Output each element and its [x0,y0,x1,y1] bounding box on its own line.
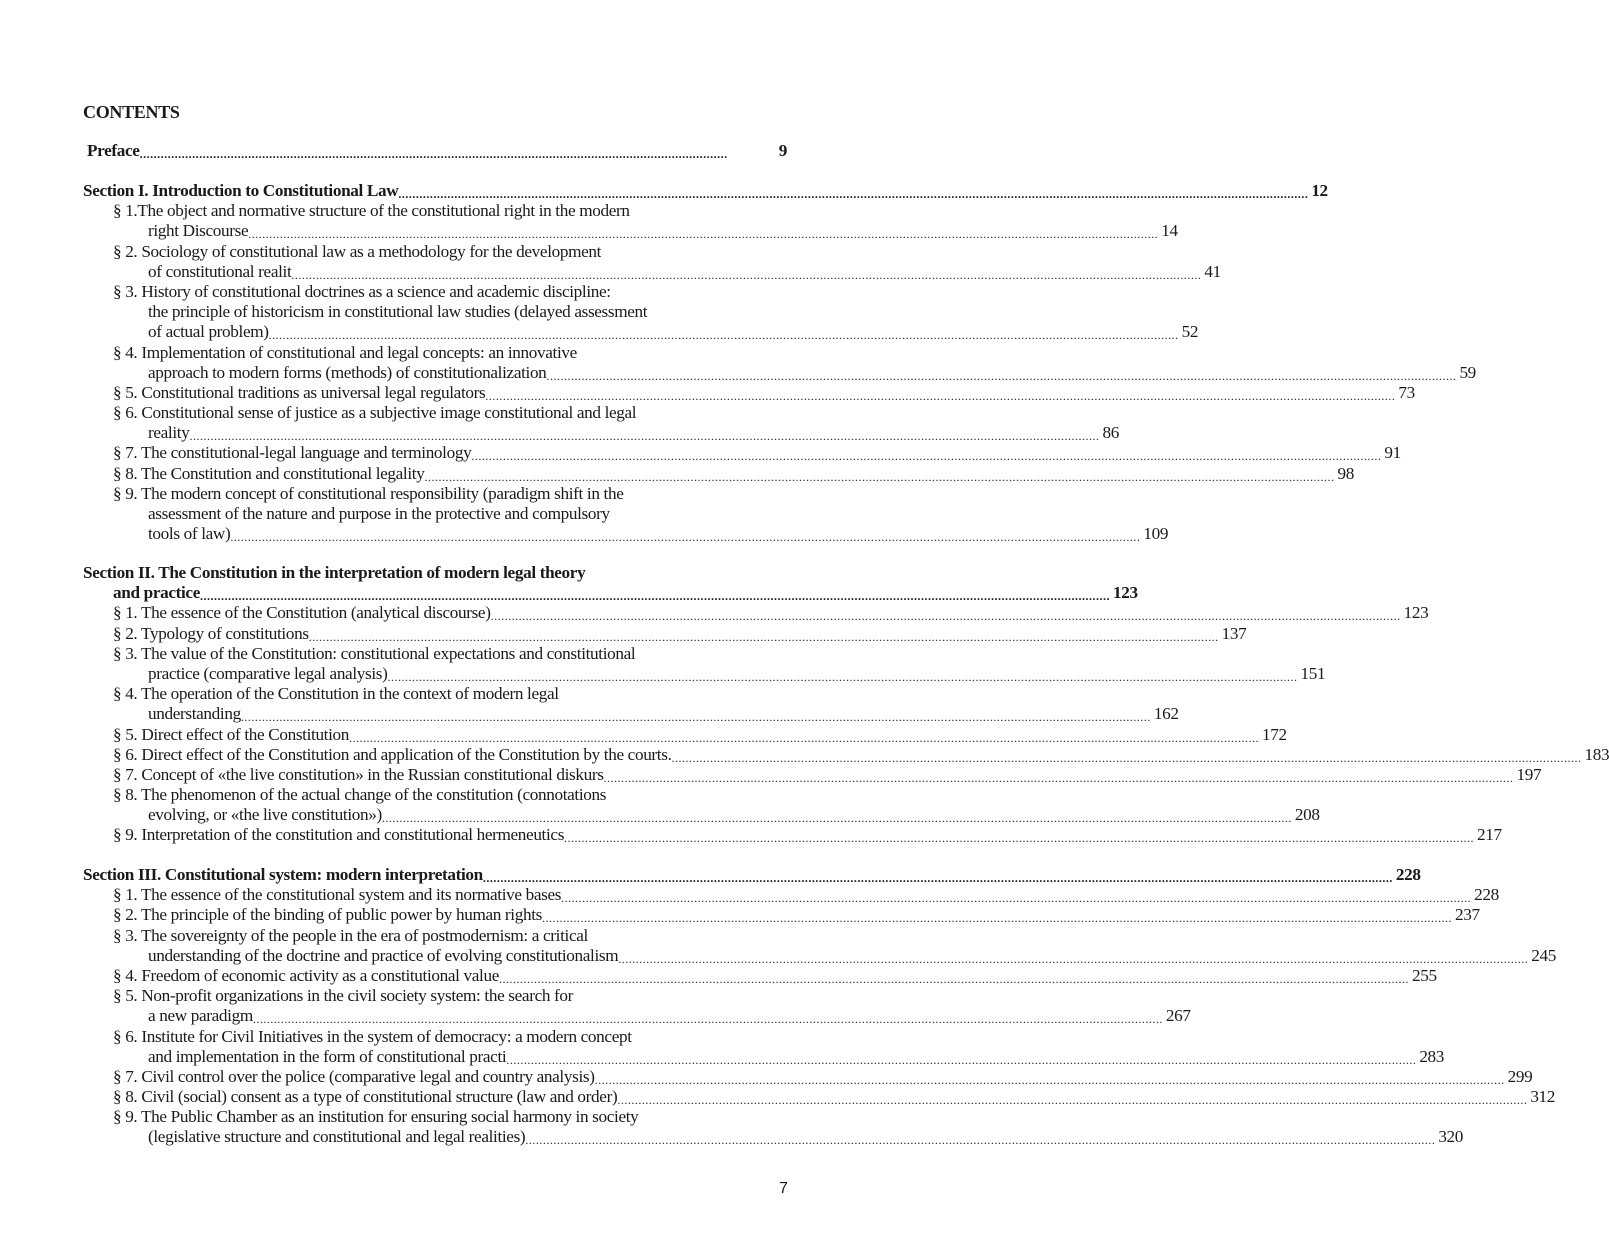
entry-page: 86 [1102,423,1119,443]
entry-title-line: right Discourse [148,221,249,241]
toc-item[interactable] [83,623,1247,644]
entry-page: 228 [1474,885,1499,905]
toc-item[interactable] [83,201,1178,242]
toc-item[interactable] [83,443,1401,464]
entry-title-line: § 7. The constitutional-legal language and terminology [113,443,472,463]
entry-page: 320 [1438,1127,1464,1147]
entry-leader-row [83,1046,1445,1067]
entry-leader-row [83,362,1476,383]
entry-title-line: § 2. Typology of constitutions [113,623,309,643]
toc-item[interactable] [83,483,1169,545]
entry-leader-row [83,905,1480,926]
entry-title-line: § 5. Constitutional traditions as universal legal regulators [113,382,486,402]
entry-title-line: and implementation in the form of constitutional practi [148,1046,507,1066]
toc-item[interactable] [83,241,1221,282]
entry-title-line: § 4. Implementation of constitutional and legal concepts: an innovative [113,342,577,362]
page-number: 7 [779,1180,788,1197]
entry-leader-row [83,805,1320,826]
entry-page: 59 [1459,362,1476,382]
entry-title-line: of constitutional realit [148,261,292,281]
entry-title-line: reality [148,423,190,443]
entry-title-line: § 1. The essence of the constitutional system and its normative bases [113,885,562,905]
toc-item[interactable] [83,463,1354,484]
toc-item[interactable] [83,744,1609,765]
entry-page: 217 [1477,825,1502,845]
toc-item[interactable] [83,1066,1533,1087]
dot-leader: .................................................................................................................................................................................................................................................................... [308,629,1219,644]
toc-item[interactable] [83,603,1429,624]
dot-leader: .................................................................................................................................................................................................................................................................... [381,811,1292,826]
entry-page: 123 [1112,583,1138,603]
dot-leader: .................................................................................................................................................................................................................................................................... [541,911,1452,926]
entry-title-line: § 2. Sociology of constitutional law as a methodology for the development [113,241,602,261]
entry-title-line: § 6. Constitutional sense of justice as a subjective image constitutional and legal [113,403,637,423]
entry-title-line: practice (comparative legal analysis) [148,663,388,683]
entry-page: 52 [1181,322,1199,342]
entry-leader-row [83,443,1401,464]
entry-leader-row [83,423,1119,444]
entry-title-line: § 9. The modern concept of constitutional responsibility (paradigm shift in the [113,483,624,503]
toc-item[interactable] [83,403,1119,444]
entry-title-line: § 8. Civil (social) consent as a type of constitutional structure (law and order) [113,1087,618,1107]
entry-leader-row [83,1006,1191,1027]
dot-leader: .................................................................................................................................................................................................................................................................... [230,530,1141,545]
entry-page: 137 [1221,623,1247,643]
entry-title-line: § 4. The operation of the Constitution in the context of modern legal [113,684,559,704]
entry-title-line: § 1. The essence of the Constitution (analytical discourse) [113,603,491,623]
entry-page: 312 [1530,1087,1556,1107]
section-heading[interactable] [83,563,1138,604]
entry-page: 283 [1419,1046,1445,1066]
entry-page: 237 [1454,905,1480,925]
entry-leader-row [83,603,1429,624]
dot-leader: .................................................................................................................................................................................................................................................................... [499,971,1410,986]
entry-title-line: § 2. The principle of the binding of public power by human rights [113,905,542,925]
entry-leader-row [83,1066,1533,1087]
entry-leader-row [83,704,1179,725]
dot-leader: .................................................................................................................................................................................................................................................................... [291,267,1202,282]
entry-page: 267 [1165,1006,1191,1026]
toc-item[interactable] [83,342,1476,383]
entry-page: 183 [1584,744,1609,764]
entry-title-line: § 3. The value of the Constitution: constitutional expectations and constitutional [113,643,636,663]
entry-title-line: § 4. Freedom of economic activity as a constitutional value [113,965,500,985]
contents-heading: CONTENTS [83,102,180,122]
entry-leader-row [83,382,1415,403]
entry-title-line: understanding [148,704,241,724]
preface-page: 9 [778,141,787,160]
dot-leader: .................................................................................................................................................................................................................................................................... [564,831,1475,846]
entry-title-line: a new paradigm [148,1006,253,1026]
dot-leader: .................................................................................................................................................................................................................................................................... [594,1072,1505,1087]
toc-item[interactable] [83,684,1179,725]
entry-page: 73 [1398,382,1415,402]
entry-leader-row [83,1127,1464,1148]
dot-leader: .................................................................................................................................................................................................................................................................... [471,449,1382,464]
entry-page: 162 [1153,704,1179,724]
entry-leader-row [83,261,1221,282]
entry-title-line: § 7. Concept of «the live constitution» in the Russian constitutional diskurs [113,764,604,784]
section-heading[interactable] [83,865,1421,885]
entry-title-line: understanding of the doctrine and practice of evolving constitutionalism [148,945,619,965]
entry-page: 197 [1516,764,1542,784]
toc-item[interactable] [83,643,1326,684]
entry-title-line: tools of law) [148,524,231,544]
toc-item[interactable] [83,905,1480,926]
entry-leader-row [83,322,1199,343]
entry-title-line: § 6. Direct effect of the Constitution and application of the Constitution by the courts. [113,744,672,764]
entry-page: 98 [1337,463,1354,483]
entry-title-line: of actual problem) [148,322,269,342]
dot-leader: .................................................................................................................................................................................................................................................................... [349,730,1260,745]
dot-leader: .................................................................................................................................................................................................................................................................... [546,368,1457,383]
entry-leader-row [83,623,1247,644]
entry-title-line: Section III. Constitutional system: modern interpretation [83,865,483,884]
entry-page: 12 [1311,181,1328,200]
dot-leader: .................................................................................................................................................................................................................................................................... [424,469,1335,484]
toc-item[interactable] [83,281,1199,343]
entry-page: 91 [1384,443,1401,463]
entry-leader-row [83,965,1437,986]
entry-title-line: Section I. Introduction to Constitutional Law [83,181,399,200]
dot-leader: .................................................................................................................................................................................................................................................................... [248,227,1159,242]
toc-item[interactable] [83,986,1191,1027]
dot-leader: .................................................................................................................................................................................................................................................................... [240,710,1151,725]
entry-page: 245 [1531,945,1556,965]
dot-leader: .................................................................................................................................................................................................................................................................... [617,1093,1528,1108]
dot-leader: .................................................................................................................................................................................................................................................................... [199,589,1110,604]
toc-item[interactable] [83,1026,1445,1067]
entry-title-line: evolving, or «the live constitution») [148,805,382,825]
dot-leader: .................................................................................................................................................................................................................................................................... [525,1133,1436,1148]
dot-leader: ........................................................................................................................................................................ [139,147,728,161]
entry-title-line: the principle of historicism in constitutional law studies (delayed assessment [148,302,648,322]
section-2 [83,563,1609,846]
entry-page: 255 [1412,965,1437,985]
entry-title-line: § 9. The Public Chamber as an institution for ensuring social harmony in society [113,1107,639,1127]
entry-leader-row [83,885,1499,906]
dot-leader: .................................................................................................................................................................................................................................................................... [387,669,1298,684]
toc-item[interactable] [83,885,1499,906]
entry-page: 299 [1507,1066,1533,1086]
toc-item[interactable] [83,965,1437,986]
entry-title-line: and practice [113,583,200,603]
toc-item[interactable] [83,925,1556,966]
entry-leader-row [83,181,1328,201]
entry-page: 228 [1395,865,1421,884]
entry-page: 14 [1161,221,1178,241]
entry-title-line: § 9. Interpretation of the constitution and constitutional hermeneutics [113,825,565,845]
entry-leader-row [83,221,1178,242]
section-3 [83,865,1556,1148]
entry-leader-row [83,945,1556,966]
entry-leader-row [83,865,1421,885]
entry-title-line: § 1.The object and normative structure of the constitutional right in the modern [113,201,630,221]
dot-leader: .................................................................................................................................................................................................................................................................... [603,770,1514,785]
entry-leader-row [83,724,1287,745]
entry-leader-row [83,463,1354,484]
entry-title-line: assessment of the nature and purpose in the protective and compulsory [148,504,610,523]
section-heading[interactable] [83,181,1328,201]
entry-title-line: § 3. The sovereignty of the people in the era of postmodernism: a critical [113,925,588,945]
toc-item[interactable] [83,382,1415,403]
toc-item[interactable] [83,764,1542,785]
entry-title-line: § 6. Institute for Civil Initiatives in the system of democracy: a modern concept [113,1026,632,1046]
entry-title-line: (legislative structure and constitutional and legal realities) [148,1127,526,1147]
entry-title-line: § 3. History of constitutional doctrines as a science and academic discipline: [113,281,611,301]
entry-title-line: approach to modern forms (methods) of constitutionalization [148,362,547,382]
preface-entry[interactable] [87,141,787,161]
entry-page: 172 [1262,724,1287,744]
dot-leader: .................................................................................................................................................................................................................................................................... [398,187,1309,201]
entry-page: 109 [1143,524,1169,544]
entry-title-line: § 7. Civil control over the police (comparative legal and country analysis) [113,1066,595,1086]
section-1 [83,181,1476,545]
dot-leader: .................................................................................................................................................................................................................................................................... [561,891,1472,906]
dot-leader: .................................................................................................................................................................................................................................................................... [485,388,1396,403]
toc-item[interactable] [83,1087,1556,1108]
entry-leader-row [83,663,1326,684]
entry-title-line: § 5. Non-profit organizations in the civil society system: the search for [113,986,574,1006]
entry-page: 208 [1294,805,1320,825]
entry-leader-row [83,744,1609,765]
preface-label: Preface [87,141,140,160]
entry-title-line: § 5. Direct effect of the Constitution [113,724,350,744]
dot-leader: .................................................................................................................................................................................................................................................................... [268,328,1179,343]
dot-leader: .................................................................................................................................................................................................................................................................... [490,609,1401,624]
entry-page: 41 [1204,261,1221,281]
entry-title-line: Section II. The Constitution in the interpretation of modern legal theory [83,563,586,582]
toc-item[interactable] [83,724,1287,745]
dot-leader: .................................................................................................................................................................................................................................................................... [482,871,1393,885]
entry-leader-row [83,583,1138,604]
entry-leader-row [83,825,1502,846]
entry-page: 123 [1403,603,1429,623]
dot-leader: .................................................................................................................................................................................................................................................................... [671,750,1582,765]
dot-leader: .................................................................................................................................................................................................................................................................... [618,951,1529,966]
dot-leader: .................................................................................................................................................................................................................................................................... [252,1012,1163,1027]
entry-leader-row [83,524,1169,545]
entry-page: 151 [1300,663,1326,683]
dot-leader: .................................................................................................................................................................................................................................................................... [506,1052,1417,1067]
entry-leader-row [83,764,1542,785]
entry-title-line: § 8. The phenomenon of the actual change of the constitution (connotations [113,785,607,805]
dot-leader: .................................................................................................................................................................................................................................................................... [189,429,1100,444]
toc-item[interactable] [83,825,1502,846]
toc-item[interactable] [83,1107,1464,1148]
toc-item[interactable] [83,785,1320,826]
entry-leader-row [83,1087,1556,1108]
entry-title-line: § 8. The Constitution and constitutional legality [113,463,425,483]
